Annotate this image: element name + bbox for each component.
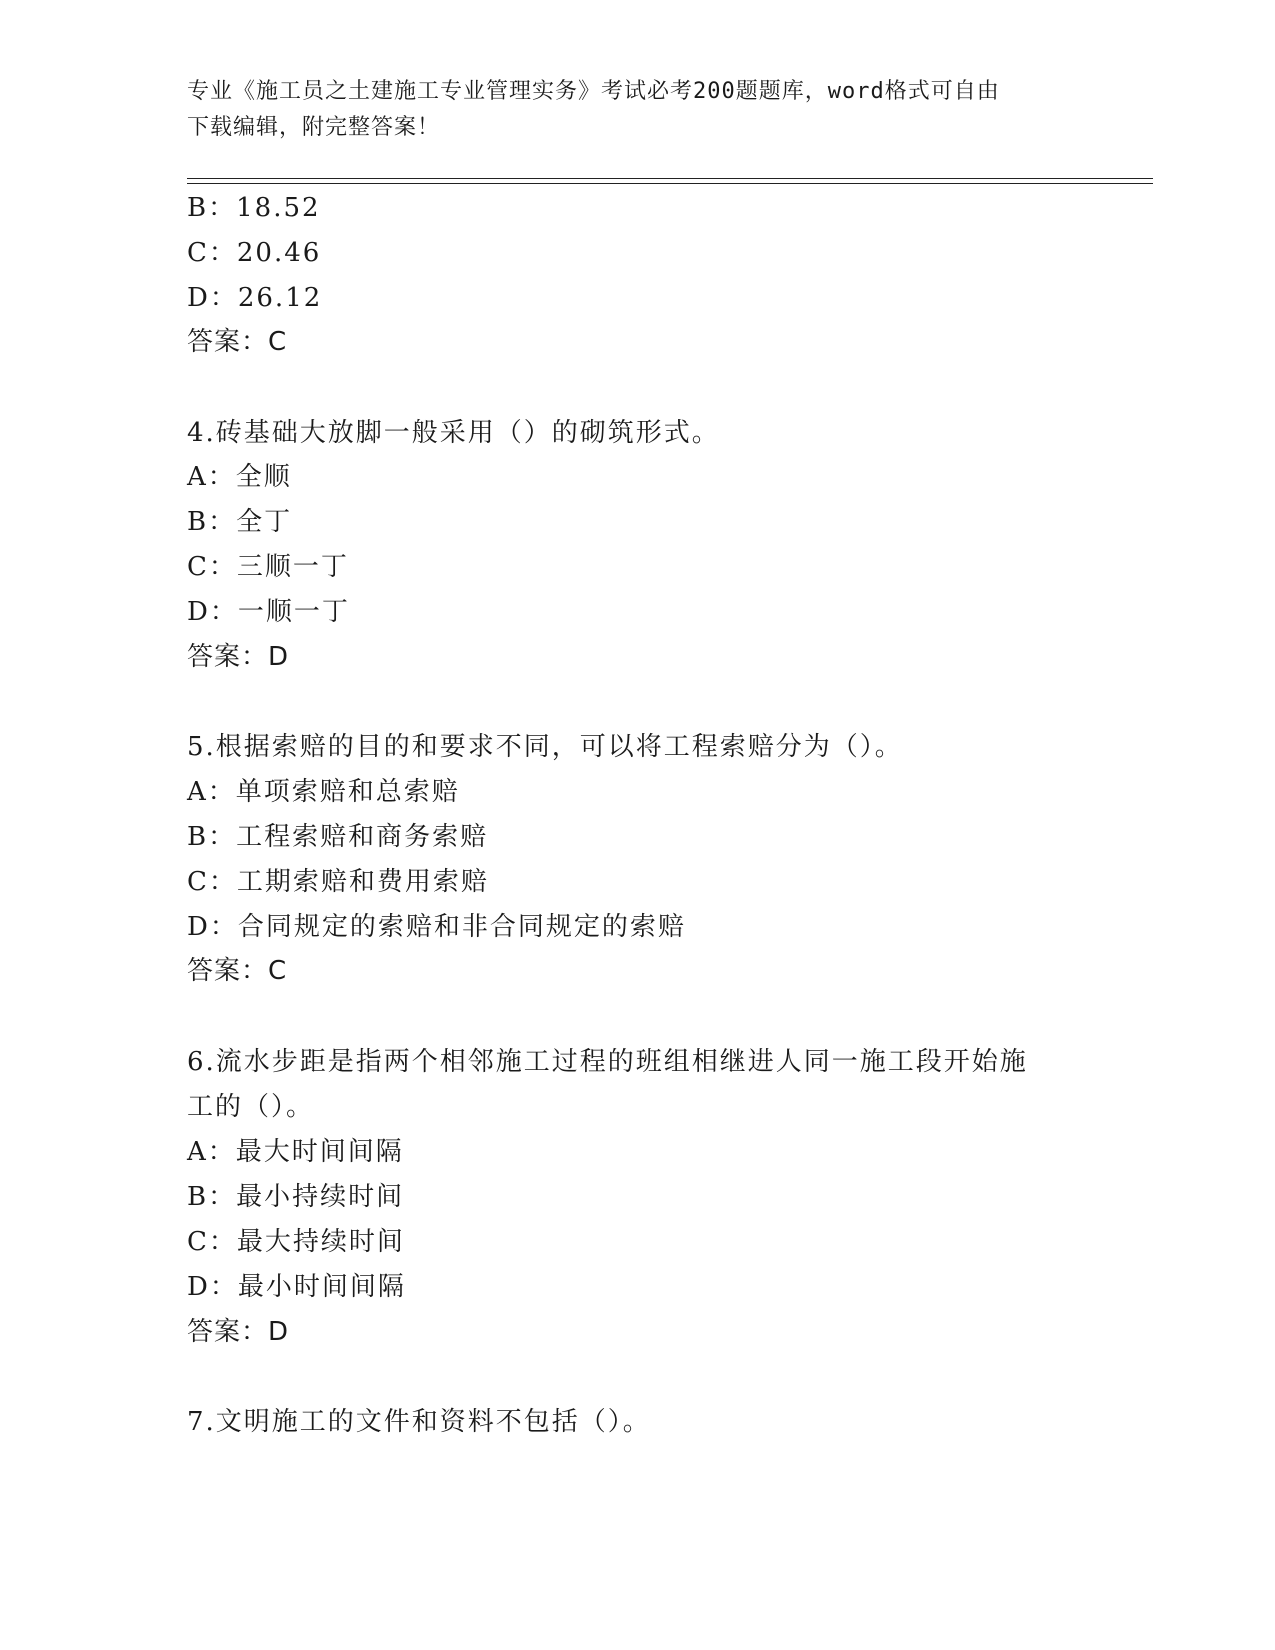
header-rule-bottom	[187, 183, 1153, 184]
option-b: B：18.52	[187, 193, 321, 223]
option-c: C：20.46	[187, 238, 322, 268]
option-d: D：一顺一丁	[187, 597, 350, 627]
option-d: D：最小时间间隔	[187, 1272, 406, 1302]
question-stem-line-1: 6.流水步距是指两个相邻施工过程的班组相继进人同一施工段开始施	[187, 1047, 1028, 1077]
option-c: C：三顺一丁	[187, 552, 349, 582]
header-line-2: 下载编辑，附完整答案！	[187, 115, 441, 140]
option-a: A：全顺	[187, 462, 292, 492]
header-rule-top	[187, 178, 1153, 179]
option-d: D：26.12	[187, 283, 323, 313]
document-header	[187, 74, 1087, 146]
option-a: A：最大时间间隔	[187, 1137, 404, 1167]
option-b: B：工程索赔和商务索赔	[187, 822, 489, 852]
option-b: B：最小持续时间	[187, 1182, 405, 1212]
option-d: D：合同规定的索赔和非合同规定的索赔	[187, 912, 686, 942]
header-line-1: 专业《施工员之土建施工专业管理实务》考试必考200题题库，word格式可自由	[187, 79, 1000, 104]
answer-line: 答案：C	[187, 327, 288, 357]
question-stem: 5.根据索赔的目的和要求不同，可以将工程索赔分为（）。	[187, 732, 903, 762]
option-c: C：工期索赔和费用索赔	[187, 867, 489, 897]
answer-line: 答案：D	[187, 642, 290, 672]
question-stem-line-2: 工的（）。	[187, 1092, 315, 1122]
answer-line: 答案：C	[187, 956, 288, 986]
option-c: C：最大持续时间	[187, 1227, 405, 1257]
answer-line: 答案：D	[187, 1317, 290, 1347]
question-stem: 7.文明施工的文件和资料不包括（）。	[187, 1407, 651, 1437]
option-a: A：单项索赔和总索赔	[187, 777, 460, 807]
option-b: B：全丁	[187, 507, 293, 537]
question-stem: 4.砖基础大放脚一般采用（）的砌筑形式。	[187, 418, 720, 448]
